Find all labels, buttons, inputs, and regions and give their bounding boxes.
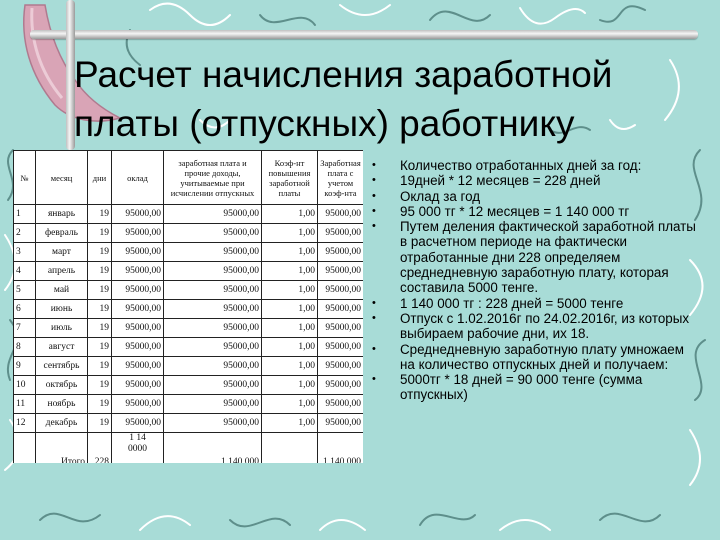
- table-cell: 5: [14, 281, 36, 300]
- table-cell: 95000,00: [112, 300, 164, 319]
- table-cell: 95000,00: [318, 281, 364, 300]
- table-cell: [14, 433, 36, 464]
- table-cell: февраль: [36, 224, 88, 243]
- table-cell: 95000,00: [112, 376, 164, 395]
- bullet-item: [372, 219, 697, 295]
- bullet-item: [372, 372, 697, 403]
- table-cell: 19: [88, 376, 112, 395]
- bullet-item: [372, 189, 697, 204]
- table-cell: 95000,00: [112, 224, 164, 243]
- table-cell: 1,00: [262, 357, 318, 376]
- table-cell: 95000,00: [112, 395, 164, 414]
- table-cell: 19: [88, 319, 112, 338]
- bullet-text: Количество отработанных дней за год:: [400, 158, 642, 173]
- table-row: [14, 300, 364, 319]
- table-row: [14, 319, 364, 338]
- bullet-dot-icon: •: [372, 311, 376, 324]
- table-cell: 19: [88, 224, 112, 243]
- table-cell: 19: [88, 300, 112, 319]
- table-body: [14, 205, 364, 433]
- table-cell: 1,00: [262, 224, 318, 243]
- bullet-dot-icon: •: [372, 296, 376, 309]
- table-cell: 95000,00: [164, 357, 262, 376]
- table-cell: 19: [88, 338, 112, 357]
- table-cell: 95000,00: [318, 205, 364, 224]
- total-sum-adjusted: 1 140 000: [318, 433, 364, 464]
- table-cell: 1,00: [262, 376, 318, 395]
- table-cell: 19: [88, 281, 112, 300]
- column-header: заработная плата и прочие доходы, учитываемые при исчислении отпускных: [164, 151, 262, 205]
- bullet-dot-icon: •: [372, 220, 376, 233]
- table-cell: декабрь: [36, 414, 88, 433]
- table-total-row: [14, 433, 364, 464]
- table-cell: июль: [36, 319, 88, 338]
- table-cell: июнь: [36, 300, 88, 319]
- table-cell: 95000,00: [164, 281, 262, 300]
- table-cell: 95000,00: [318, 262, 364, 281]
- table-cell: 95000,00: [318, 395, 364, 414]
- bullet-dot-icon: •: [372, 159, 376, 171]
- bullet-item: [372, 311, 697, 342]
- table-row: [14, 224, 364, 243]
- total-salary-line1: 1 14: [129, 433, 146, 443]
- table-row: [14, 281, 364, 300]
- column-header: дни: [88, 151, 112, 205]
- table-cell: 2: [14, 224, 36, 243]
- table-cell: 95000,00: [112, 281, 164, 300]
- table-cell: 95000,00: [164, 243, 262, 262]
- table-cell: 9: [14, 357, 36, 376]
- salary-table-image: [13, 150, 363, 463]
- bullet-dot-icon: •: [372, 373, 376, 386]
- table-row: [14, 205, 364, 224]
- table-cell: 95000,00: [164, 262, 262, 281]
- bullet-item: [372, 173, 697, 188]
- bullet-dot-icon: •: [372, 342, 376, 355]
- table-cell: март: [36, 243, 88, 262]
- table-cell: январь: [36, 205, 88, 224]
- table-cell: май: [36, 281, 88, 300]
- total-coef: [262, 433, 318, 464]
- bullet-item: [372, 342, 697, 373]
- table-cell: 95000,00: [318, 357, 364, 376]
- total-salary-line2: 0000: [128, 444, 147, 454]
- table-cell: 95000,00: [164, 338, 262, 357]
- table-cell: 95000,00: [318, 376, 364, 395]
- table-cell: 95000,00: [318, 243, 364, 262]
- bullet-dot-icon: •: [372, 204, 376, 217]
- table-cell: 95000,00: [112, 357, 164, 376]
- table-row: [14, 243, 364, 262]
- bullet-dot-icon: •: [372, 189, 376, 202]
- table-cell: 1,00: [262, 319, 318, 338]
- bullet-text: Путем деления фактической заработной платы в расчетном периоде на фактически отработанные дни 228 определяем среднедневную заработную плату, которая составила 5000 тенге.: [400, 219, 696, 296]
- bullet-dot-icon: •: [372, 174, 376, 187]
- table-cell: 95000,00: [112, 205, 164, 224]
- bullet-item: [372, 296, 697, 311]
- column-header: оклад: [112, 151, 164, 205]
- table-row: [14, 376, 364, 395]
- table-cell: 95000,00: [164, 224, 262, 243]
- table-cell: сентябрь: [36, 357, 88, 376]
- table-cell: 95000,00: [164, 205, 262, 224]
- table-cell: 95000,00: [318, 414, 364, 433]
- total-days: 228: [88, 433, 112, 464]
- bullet-text: 95 000 тг * 12 месяцев = 1 140 000 тг: [400, 203, 630, 219]
- table-cell: 7: [14, 319, 36, 338]
- table-cell: 95000,00: [112, 319, 164, 338]
- table-cell: 95000,00: [164, 300, 262, 319]
- table-row: [14, 395, 364, 414]
- table-cell: ноябрь: [36, 395, 88, 414]
- bullet-text: 1 140 000 тг : 228 дней = 5000 тенге: [400, 295, 624, 311]
- bullet-item: [372, 204, 697, 219]
- table-cell: 8: [14, 338, 36, 357]
- table-cell: 95000,00: [112, 243, 164, 262]
- column-header: Коэф-нт повышения заработной платы: [262, 151, 318, 205]
- table-cell: апрель: [36, 262, 88, 281]
- table-cell: 1: [14, 205, 36, 224]
- table-cell: 95000,00: [164, 319, 262, 338]
- table-cell: 1,00: [262, 300, 318, 319]
- table-cell: 1,00: [262, 262, 318, 281]
- table-cell: 11: [14, 395, 36, 414]
- table-cell: 19: [88, 395, 112, 414]
- table-cell: октябрь: [36, 376, 88, 395]
- table-cell: август: [36, 338, 88, 357]
- column-header: Заработная плата с учетом коэф-нта: [318, 151, 364, 205]
- table-cell: 95000,00: [318, 224, 364, 243]
- table-cell: 95000,00: [164, 395, 262, 414]
- total-label: Итого: [36, 433, 88, 464]
- table-cell: 95000,00: [318, 319, 364, 338]
- column-header: №: [14, 151, 36, 205]
- table-cell: 95000,00: [164, 376, 262, 395]
- table-header-row: [14, 151, 364, 205]
- table-row: [14, 262, 364, 281]
- table-cell: 1,00: [262, 205, 318, 224]
- total-sum: 1 140 000: [164, 433, 262, 464]
- total-salary: [112, 433, 164, 464]
- table-cell: 19: [88, 262, 112, 281]
- table-cell: 95000,00: [112, 338, 164, 357]
- table-cell: 1,00: [262, 281, 318, 300]
- table-cell: 10: [14, 376, 36, 395]
- bullet-list: [372, 158, 697, 403]
- column-header: месяц: [36, 151, 88, 205]
- table-row: [14, 414, 364, 433]
- slide-title: Расчет начисления заработной платы (отпускных) работнику: [74, 54, 613, 144]
- table-cell: 3: [14, 243, 36, 262]
- table-cell: 95000,00: [164, 414, 262, 433]
- bullet-text: Оклад за год: [400, 188, 481, 204]
- bullet-text: 5000тг * 18 дней = 90 000 тенге (сумма отпускных): [400, 372, 643, 403]
- table-cell: 95000,00: [112, 262, 164, 281]
- table-row: [14, 357, 364, 376]
- bullet-text: Отпуск с 1.02.2016г по 24.02.2016г, из которых выбираем рабочие дни, их 18.: [400, 310, 690, 342]
- table-cell: 19: [88, 243, 112, 262]
- table-cell: 95000,00: [318, 300, 364, 319]
- table-cell: 4: [14, 262, 36, 281]
- salary-table: [13, 150, 363, 463]
- bullet-text: Среднедневную заработную плату умножаем на количество отпускных дней и получаем:: [400, 341, 684, 372]
- table-cell: 1,00: [262, 414, 318, 433]
- table-cell: 19: [88, 414, 112, 433]
- table-cell: 1,00: [262, 395, 318, 414]
- table-cell: 1,00: [262, 338, 318, 357]
- bullet-text: 19дней * 12 месяцев = 228 дней: [400, 173, 601, 189]
- table-cell: 95000,00: [318, 338, 364, 357]
- table-cell: 1,00: [262, 243, 318, 262]
- table-cell: 6: [14, 300, 36, 319]
- bullet-item: [372, 158, 697, 173]
- table-cell: 19: [88, 205, 112, 224]
- table-cell: 12: [14, 414, 36, 433]
- table-cell: 95000,00: [112, 414, 164, 433]
- table-row: [14, 338, 364, 357]
- table-cell: 19: [88, 357, 112, 376]
- horizontal-rule: [30, 30, 698, 39]
